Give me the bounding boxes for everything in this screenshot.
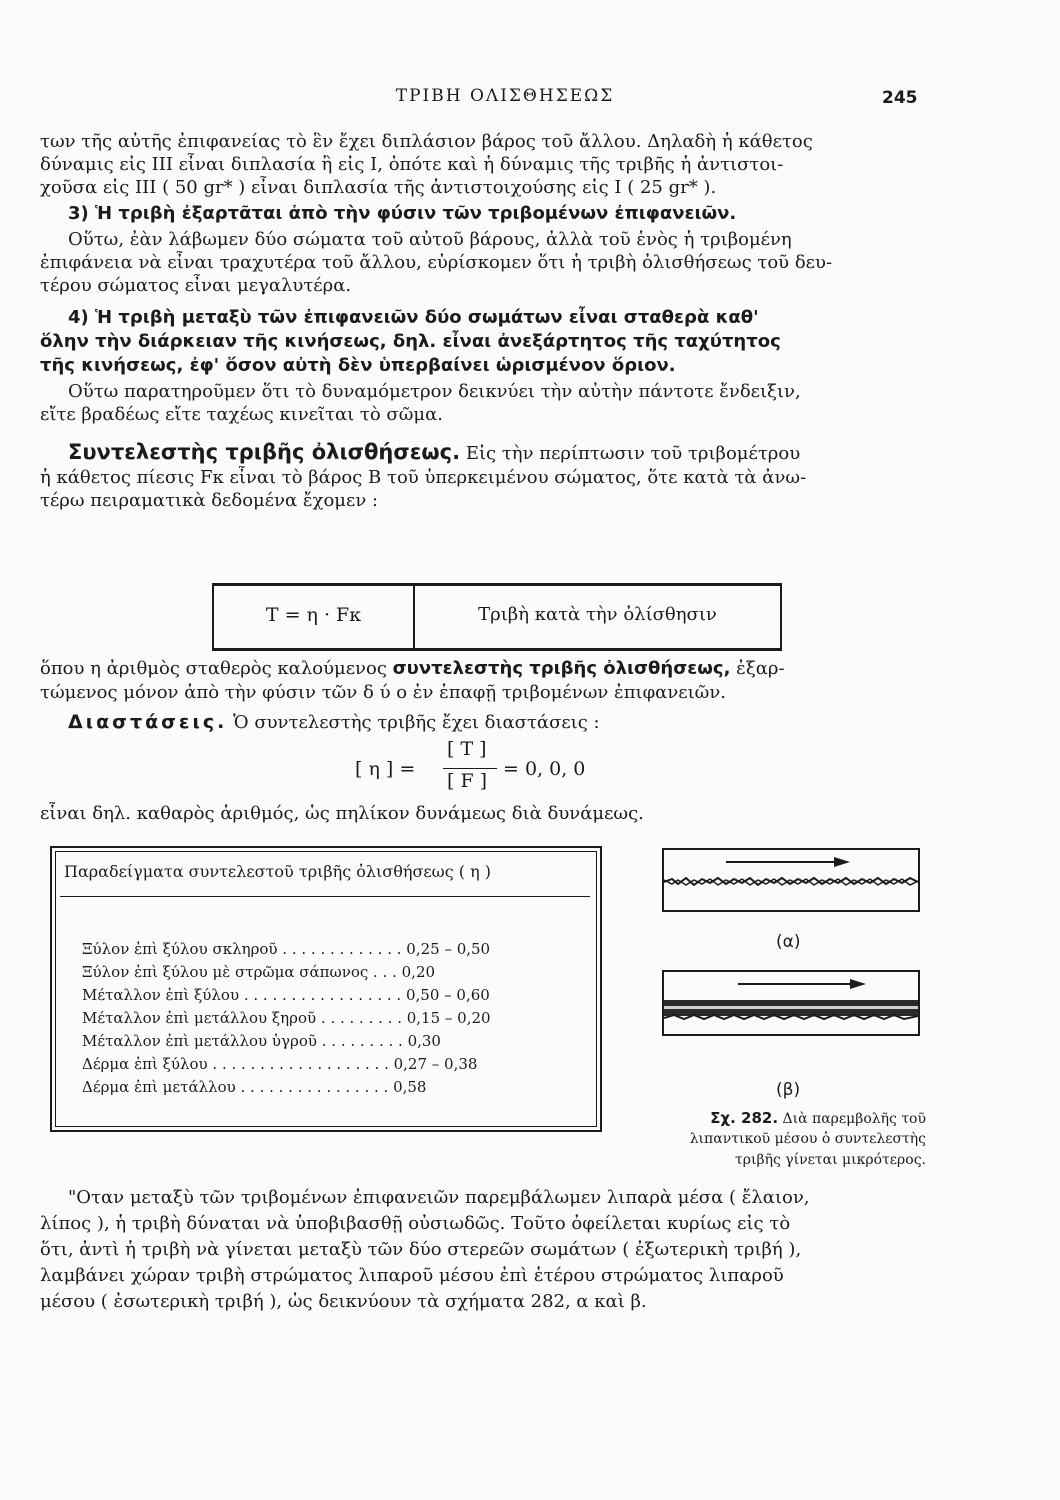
text-line: λίπος ), ἡ τριβὴ δύναται νὰ ὑποβιβασθῇ οὐσιωδῶς. Τοῦτο ὀφείλεται κυρίως εἰς τὸ (40, 1213, 791, 1234)
text-line: λαμβάνει χώραν τριβὴ στρώματος λιπαροῦ μέσου ἐπὶ ἑτέρου στρώματος λιπαροῦ (40, 1265, 784, 1286)
dimensions-title: Διαστάσεις. (68, 711, 228, 733)
section-3-title: 3) Ἡ τριβὴ ἐξαρτᾶται ἀπὸ τὴν φύσιν τῶν τριβομένων ἐπιφανειῶν. (68, 203, 737, 224)
text-line: εἶναι δηλ. καθαρὸς ἀριθμός, ὡς πηλίκον δυνάμεως διὰ δυνάμεως. (40, 803, 644, 824)
text-line: των τῆς αὐτῆς ἐπιφανείας τὸ ἓν ἔχει διπλάσιον βάρος τοῦ ἄλλου. Δηλαδὴ ἡ κάθετος (40, 131, 813, 152)
table-row: Δέρμα ἐπὶ μετάλλου . . . . . . . . . . . . . . . . 0,58 (82, 1078, 427, 1096)
coefficient-term: συντελεστὴς τριβῆς ὀλισθήσεως, (392, 658, 731, 679)
table-row: Μέταλλον ἐπὶ μετάλλου ξηροῦ . . . . . . . . . 0,15 – 0,20 (82, 1009, 491, 1027)
text-line: χοῦσα εἰς ΙΙΙ ( 50 gr* ) εἶναι διπλασία τῆς ἀντιστοιχούσης εἰς Ι ( 25 gr* ). (40, 177, 717, 198)
text-line: ἡ κάθετος πίεσις Fκ εἶναι τὸ βάρος Β τοῦ ὑπερκειμένου σώματος, ὅτε κατὰ τὰ ἀνω- (40, 467, 807, 488)
equation-denominator: [ F ] (447, 770, 488, 792)
figure-caption-line: λιπαντικοῦ μέσου ὁ συντελεστὴς (689, 1131, 926, 1147)
formula-box (212, 583, 782, 651)
figure-label-b: (β) (776, 1080, 801, 1100)
page-number: 245 (882, 88, 918, 108)
coefficient-definition-line (40, 657, 930, 681)
figure-282b-diagram (662, 970, 920, 1036)
figure-282b-svg (664, 972, 918, 1034)
equation-rhs: = 0, 0, 0 (503, 758, 586, 780)
section-4-title: τῆς κινήσεως, ἐφ' ὅσον αὐτὴ δὲν ὑπερβαίνει ὡρισμένον ὅριον. (40, 355, 676, 376)
figure-caption-line (630, 1108, 926, 1130)
coefficient-heading-line (68, 438, 930, 468)
lubricant-gap (664, 1006, 918, 1009)
running-header: ΤΡΙΒΗ ΟΛΙΣΘΗΣΕΩΣ (395, 86, 615, 106)
figure-282a-svg (664, 850, 918, 910)
text-span: ἐξαρ- (730, 658, 785, 679)
figure-label-a: (α) (776, 932, 801, 952)
fraction-bar (443, 768, 497, 769)
motion-arrow-head (834, 857, 850, 867)
section-4-title: ὅλην τὴν διάρκειαν τῆς κινήσεως, δηλ. εἶναι ἀνεξάρτητος τῆς ταχύτητος (40, 331, 781, 352)
table-row: Δέρμα ἐπὶ ξύλου . . . . . . . . . . . . . . . . . . . 0,27 – 0,38 (82, 1055, 478, 1073)
text-line: Οὕτω παρατηροῦμεν ὅτι τὸ δυναμόμετρον δεικνύει τὴν αὐτὴν πάντοτε ἔνδειξιν, (68, 381, 801, 402)
table-row: Μέταλλον ἐπὶ μετάλλου ὑγροῦ . . . . . . . . . 0,30 (82, 1032, 441, 1050)
text-line: Οὕτω, ἐὰν λάβωμεν δύο σώματα τοῦ αὐτοῦ βάρους, ἀλλὰ τοῦ ἑνὸς ἡ τριβομένη (68, 229, 792, 250)
text-line: τώμενος μόνον ἀπὸ τὴν φύσιν τῶν δ ύ ο ἐν ἐπαφῇ τριβομένων ἐπιφανειῶν. (40, 682, 727, 703)
figure-caption-line: τριβῆς γίνεται μικρότερος. (735, 1152, 926, 1168)
formula-label: Τριβὴ κατὰ τὴν ὀλίσθησιν (478, 604, 717, 625)
equation-numerator: [ T ] (447, 738, 487, 760)
dimensions-text: Ὁ συντελεστὴς τριβῆς ἔχει διαστάσεις : (233, 712, 600, 733)
coefficient-text: Εἰς τὴν περίπτωσιν τοῦ τριβομέτρου (465, 443, 801, 464)
equation-lhs: [ η ] = (355, 758, 416, 780)
section-4-title: 4) Ἡ τριβὴ μεταξὺ τῶν ἐπιφανειῶν δύο σωμάτων εἶναι σταθερὰ καθ' (68, 307, 759, 328)
text-line: τέρου σώματος εἶναι μεγαλυτέρα. (40, 275, 352, 296)
coefficient-title: Συντελεστὴς τριβῆς ὀλισθήσεως. (68, 440, 461, 464)
text-line: εἴτε βραδέως εἴτε ταχέως κινεῖται τὸ σῶμα. (40, 404, 443, 425)
table-row: Ξύλον ἐπὶ ξύλου σκληροῦ . . . . . . . . . . . . . 0,25 – 0,50 (82, 940, 491, 958)
dimensions-heading-line (68, 708, 930, 737)
figure-282a-diagram (662, 848, 920, 912)
table-header: Παραδείγματα συντελεστοῦ τριβῆς ὀλισθήσεως ( η ) (60, 862, 590, 897)
table-row: Ξύλον ἐπὶ ξύλου μὲ στρῶμα σάπωνος . . . 0,20 (82, 963, 436, 981)
caption-label: Σχ. 282. (710, 1109, 779, 1127)
dimension-equation (355, 738, 655, 798)
text-line: ὅτι, ἀντὶ ἡ τριβὴ νὰ γίνεται μεταξὺ τῶν δύο στερεῶν σωμάτων ( ἐξωτερικὴ τριβή ), (40, 1239, 802, 1260)
text-line: ἐπιφάνεια νὰ εἶναι τραχυτέρα τοῦ ἄλλου, εὑρίσκομεν ὅτι ἡ τριβὴ ὀλισθήσεως τοῦ δευ- (40, 252, 833, 273)
friction-formula: T = η · Fκ (265, 604, 362, 626)
text-line: "Οταν μεταξὺ τῶν τριβομένων ἐπιφανειῶν παρεμβάλωμεν λιπαρὰ μέσα ( ἔλαιον, (68, 1187, 810, 1208)
caption-text: Διὰ παρεμβολῆς τοῦ (782, 1111, 926, 1127)
coefficient-table (50, 846, 602, 1132)
table-row: Μέταλλον ἐπὶ ξύλου . . . . . . . . . . . . . . . . . 0,50 – 0,60 (82, 986, 490, 1004)
text-line: δύναμις εἰς ΙΙΙ εἶναι διπλασία ἢ εἰς Ι, ὁπότε καὶ ἡ δύναμις τῆς τριβῆς ἡ ἀντιστοι- (40, 154, 784, 175)
motion-arrow-head (850, 979, 866, 989)
text-span: ὅπου η ἀριθμὸς σταθερὸς καλούμενος (40, 658, 393, 679)
text-line: μέσου ( ἐσωτερικὴ τριβή ), ὡς δεικνύουν τὰ σχήματα 282, α καὶ β. (40, 1291, 647, 1312)
text-line: τέρω πειραματικὰ δεδομένα ἔχομεν : (40, 490, 379, 511)
